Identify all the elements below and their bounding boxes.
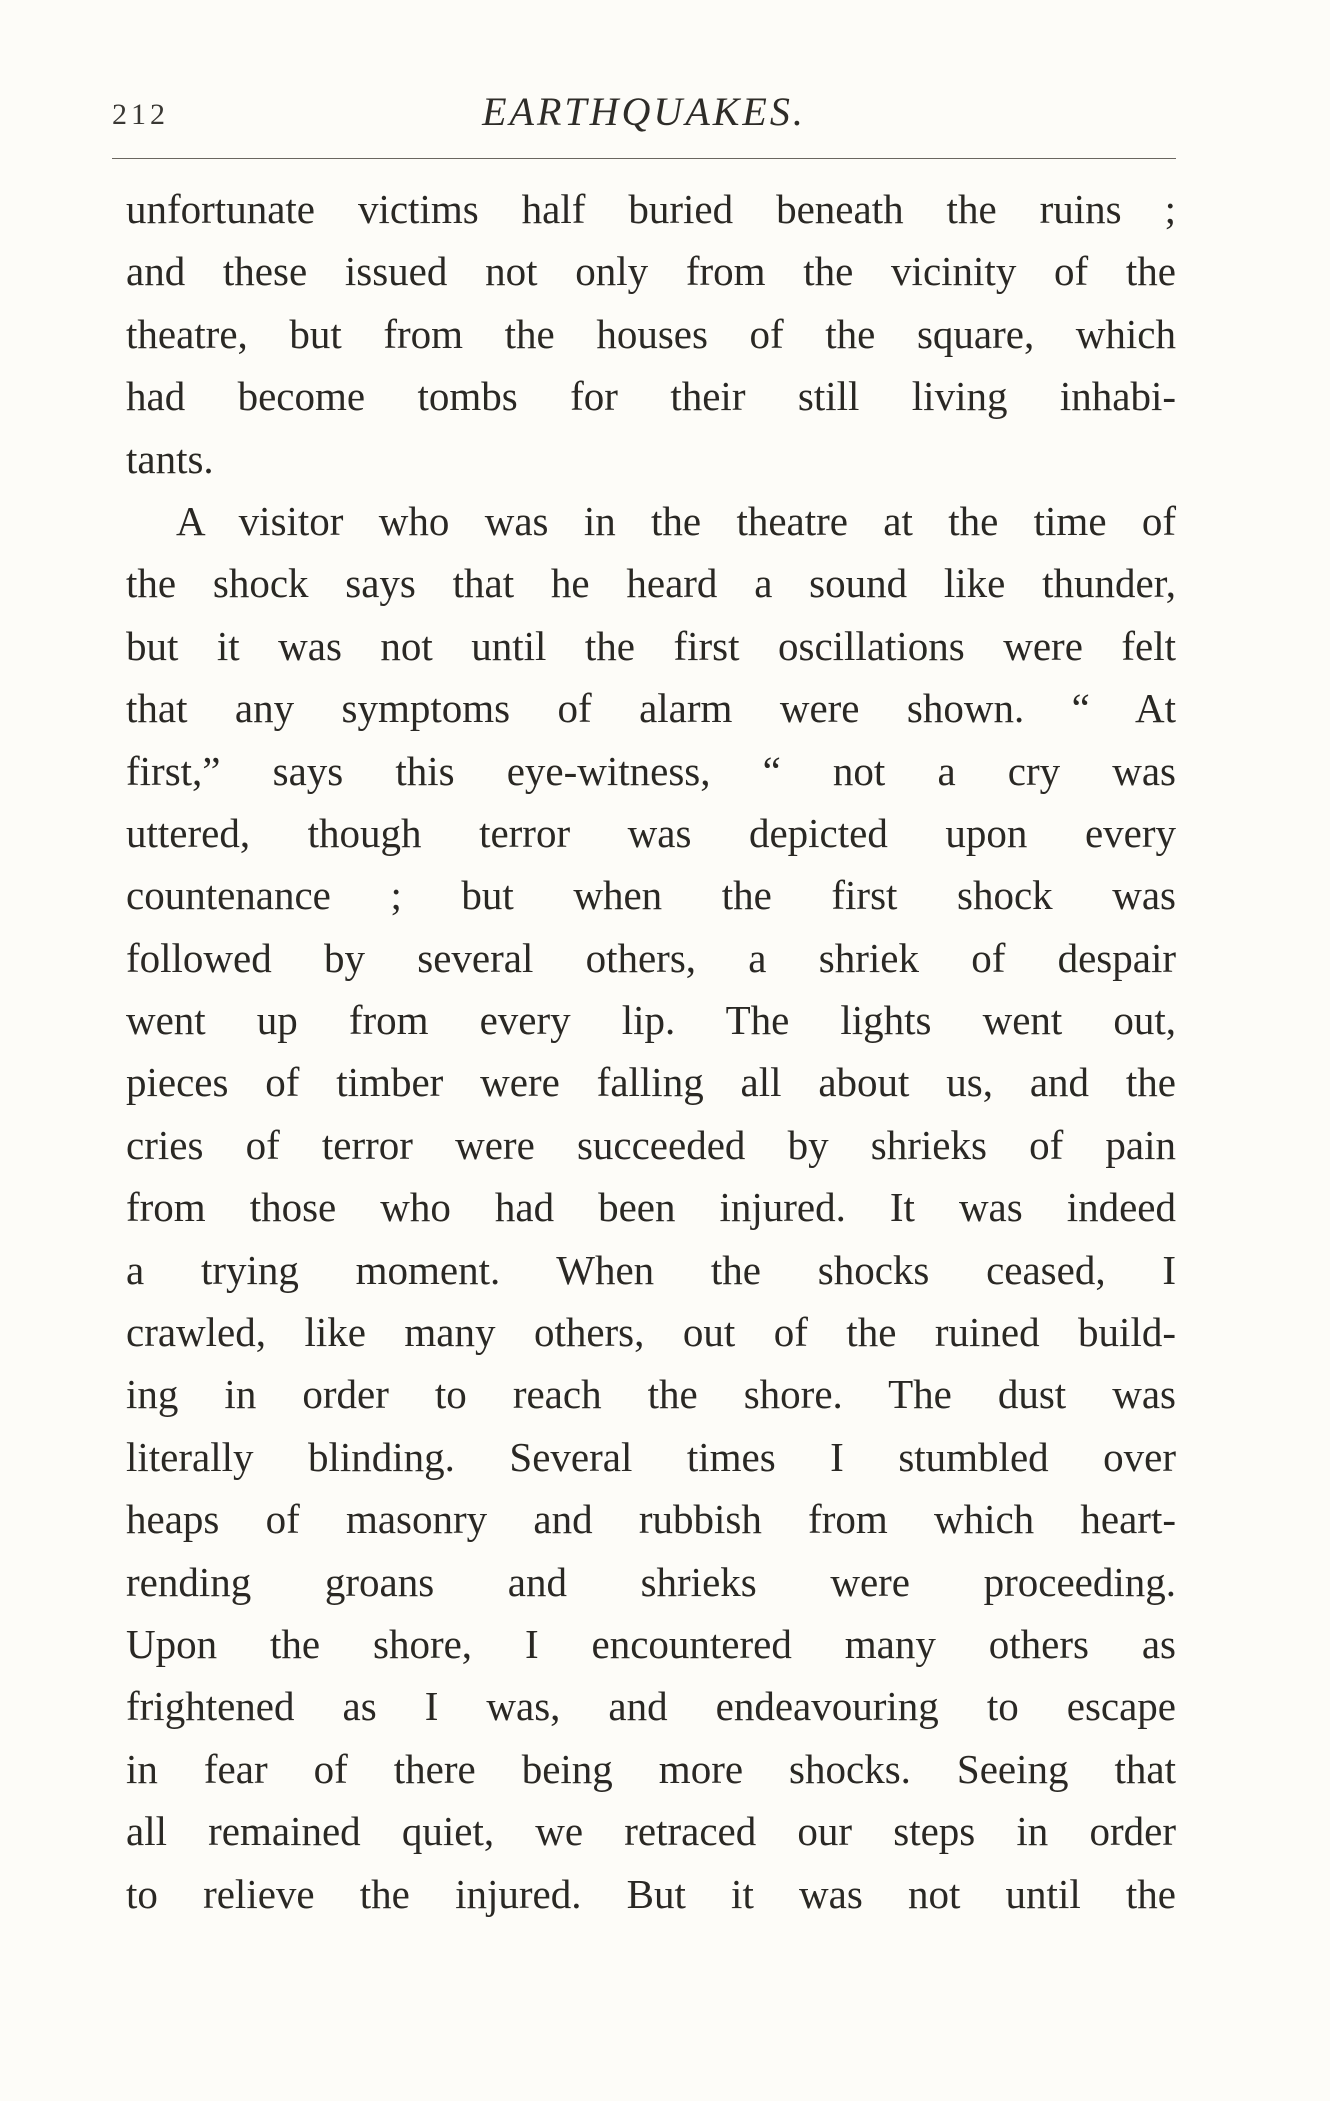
text-line: but it was not until the first oscillations were felt	[126, 622, 1176, 669]
text-line: that any symptoms of alarm were shown. “ At	[126, 685, 1176, 732]
text-line: heaps of masonry and rubbish from which heart-	[126, 1496, 1176, 1543]
running-title: EARTHQUAKES.	[482, 89, 806, 134]
page-number: 212	[112, 98, 169, 131]
text-line: countenance ; but when the first shock was	[126, 872, 1176, 919]
text-line: first,” says this eye-witness, “ not a cry was	[126, 747, 1176, 794]
header-rule	[112, 158, 1176, 159]
running-head	[112, 88, 1176, 148]
text-line: had become tombs for their still living inhabi-	[126, 373, 1176, 420]
body-text	[126, 178, 1176, 1925]
text-line: literally blinding. Several times I stumbled over	[126, 1433, 1176, 1480]
text-line: theatre, but from the houses of the square, which	[126, 310, 1176, 357]
text-line: in fear of there being more shocks. Seeing that	[126, 1745, 1176, 1792]
text-line: frightened as I was, and endeavouring to escape	[126, 1683, 1176, 1730]
text-line: rending groans and shrieks were proceeding.	[126, 1558, 1176, 1605]
text-line: all remained quiet, we retraced our steps in order	[126, 1808, 1176, 1855]
text-line: ing in order to reach the shore. The dust was	[126, 1371, 1176, 1418]
text-line: A visitor who was in the theatre at the time of	[176, 497, 1176, 544]
text-line: cries of terror were succeeded by shrieks of pain	[126, 1121, 1176, 1168]
text-line: followed by several others, a shriek of despair	[126, 934, 1176, 981]
text-line: Upon the shore, I encountered many others as	[126, 1620, 1176, 1667]
text-line: and these issued not only from the vicinity of the	[126, 248, 1176, 295]
text-line: tants.	[126, 435, 214, 482]
text-line: uttered, though terror was depicted upon every	[126, 809, 1176, 856]
text-line: crawled, like many others, out of the ruined build-	[126, 1309, 1176, 1356]
text-line: from those who had been injured. It was indeed	[126, 1184, 1176, 1231]
text-line: pieces of timber were falling all about us, and the	[126, 1059, 1176, 1106]
text-line: a trying moment. When the shocks ceased, I	[126, 1246, 1176, 1293]
text-line: went up from every lip. The lights went out,	[126, 997, 1176, 1044]
text-line: the shock says that he heard a sound like thunder,	[126, 560, 1176, 607]
text-line: to relieve the injured. But it was not until the	[126, 1870, 1176, 1917]
text-line: unfortunate victims half buried beneath the ruins ;	[126, 186, 1176, 232]
